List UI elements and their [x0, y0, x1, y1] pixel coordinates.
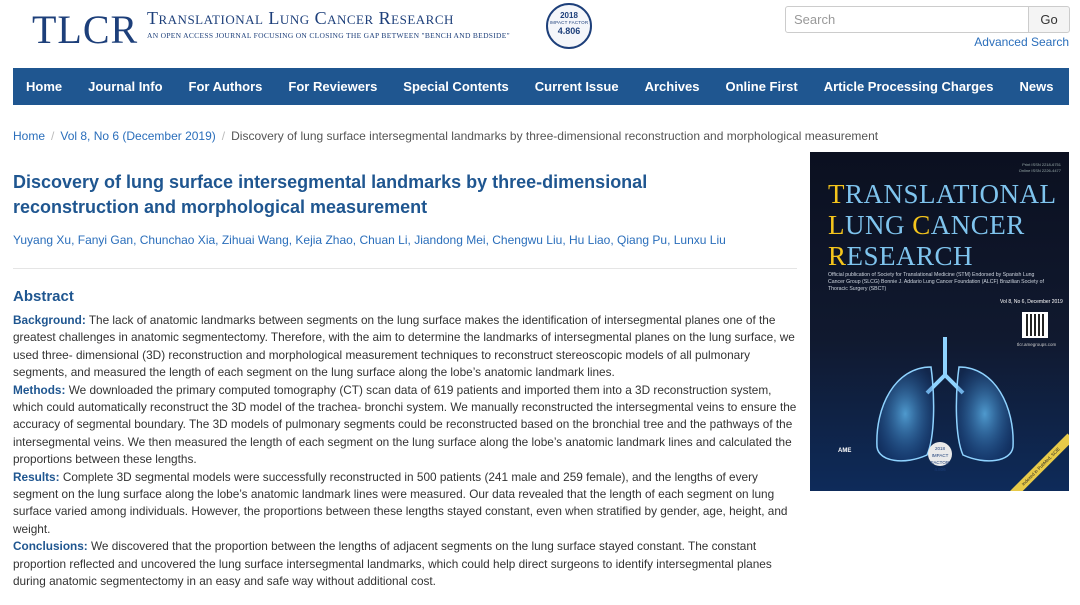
site-header	[0, 0, 1080, 62]
nav-item-home[interactable]: Home	[26, 79, 63, 94]
abstract-section: Background: The lack of anatomic landmarks between segments on the lung surface makes the identification of intersegmental planes one of the greatest challenges in anatomic segmentectomy. Therefore, with the aim to determine the landmarks of intersegmental planes on the lung surface, we used three- dimensional (3D) reconstruction and morphological measurement techniques to reconstruct stereoscopic models of all pulmonary segments, and measured the length of each segment on the lung surface along the lobe’s anatomic landmark lines.	[13, 313, 795, 380]
abstract-body	[13, 312, 798, 591]
journal-name[interactable]: Translational Lung Cancer Research	[147, 8, 454, 28]
breadcrumb	[13, 129, 878, 143]
author-link[interactable]: Chuan Li	[359, 233, 408, 247]
nav-item-article-processing-charges[interactable]: Article Processing Charges	[823, 79, 994, 94]
author-link[interactable]: Qiang Pu	[617, 233, 668, 247]
search-input[interactable]	[785, 6, 1029, 33]
advanced-search-link[interactable]: Advanced Search	[974, 35, 1069, 49]
breadcrumb-issue[interactable]: Vol 8, No 6 (December 2019)	[60, 129, 216, 143]
nav-item-for-reviewers[interactable]: For Reviewers	[288, 79, 378, 94]
impact-factor-badge	[546, 3, 592, 49]
impact-label: IMPACT FACTOR	[549, 20, 589, 25]
abstract-section: Results: Complete 3D segmental models were successfully reconstructed in 500 patients (241 male and 259 female), and the lengths of every segment on the lung surface along the lobe’s anatomic landmark lines were measured. Our data revealed that the length of each segment on lung surface varied among individuals. However, the proportions between these lengths stayed constant, even when stratified by gender, age, height, and weight.	[13, 469, 788, 536]
nav-item-for-authors[interactable]: For Authors	[188, 79, 263, 94]
journal-logo[interactable]: TLCR	[32, 7, 139, 52]
abstract-section-label: Results:	[13, 469, 60, 484]
abstract-section: Methods: We downloaded the primary computed tomography (CT) scan data of 619 patients and imported them into a 3D reconstruction system, which could automatically reconstruct the 3D model of the trachea- bronchi system. We manually reconstructed the intersegmental veins to ensure the accuracy of segmental boundary. The 3D models of pulmonary segments could be reconstructed based on the bronchial tree and the pathways of the intersegmental veins. We then measured the length of each segment on the lung surface along the lobe’s anatomic landmark lines and calculated the proportions between these lengths.	[13, 382, 797, 467]
author-link[interactable]: Fanyi Gan	[77, 233, 134, 247]
nav-item-online-first[interactable]: Online First	[725, 79, 798, 94]
author-link[interactable]: Jiandong Mei	[414, 233, 486, 247]
author-link[interactable]: Chunchao Xia	[139, 233, 216, 247]
author-list: Yuyang Xu, Fanyi Gan, Chunchao Xia, Zihuai Wang, Kejia Zhao, Chuan Li, Jiandong Mei, Chengwu Liu, Hu Liao, Qiang Pu, Lunxu Liu	[13, 233, 726, 247]
cover-title: TRANSLATIONAL LUNG CANCER RESEARCH	[828, 179, 1057, 271]
cover-ribbon: Indexed in PubMed, SCIE	[1008, 434, 1069, 491]
article-title: Discovery of lung surface intersegmental landmarks by three-dimensional reconstruction and morphological measurement	[13, 172, 648, 217]
author-link[interactable]: Kejia Zhao	[295, 233, 353, 247]
impact-value: 4.806	[557, 26, 581, 36]
cover-volume: Vol 8, No 6, December 2019	[1000, 299, 1063, 305]
cover-impact-badge: 2018 IMPACT FACTOR 4.806	[928, 442, 952, 466]
nav-item-current-issue[interactable]: Current Issue	[534, 79, 619, 94]
breadcrumb-separator: /	[221, 129, 226, 143]
main-nav	[13, 68, 1069, 105]
abstract-section: Conclusions: We discovered that the proportion between the lengths of adjacent segments on the lung surface stayed constant. The constant proportion reflected and uncovered the lung surface intersegmental landmarks, which could help direct surgeons to identify intersegmental planes during anatomic segmentectomy in an easy and safe way without additional cost.	[13, 539, 772, 589]
divider	[13, 268, 797, 269]
cover-website: tlcr.amegroups.com	[1017, 342, 1057, 347]
author-link[interactable]: Yuyang Xu	[13, 233, 72, 247]
author-link[interactable]: Hu Liao	[568, 233, 611, 247]
author-link[interactable]: Lunxu Liu	[673, 233, 726, 247]
breadcrumb-home[interactable]: Home	[13, 129, 46, 143]
abstract-section-label: Background:	[13, 313, 86, 327]
journal-tagline: AN OPEN ACCESS JOURNAL FOCUSING ON CLOSING THE GAP BETWEEN "BENCH AND BEDSIDE"	[147, 31, 511, 40]
breadcrumb-current: Discovery of lung surface intersegmental landmarks by three-dimensional reconstruction and morphological measurement	[231, 129, 879, 143]
qr-code-icon	[1022, 312, 1048, 338]
cover-subtitle: Official publication of Society for Translational Medicine (STM) Endorsed by Spanish Lung Cancer Group (SLCG) Bonnie J. Addario Lung Cancer Foundation (ALCF) Brazilian Society of Thoracic Surgery (SBCT)	[828, 272, 1044, 292]
nav-item-journal-info[interactable]: Journal Info	[88, 79, 163, 94]
cover-issn: Print ISSN 2218-6751 Online ISSN 2226-4477	[1018, 162, 1061, 173]
author-link[interactable]: Chengwu Liu	[492, 233, 563, 247]
nav-item-special-contents[interactable]: Special Contents	[403, 79, 509, 94]
abstract-section-label: Conclusions:	[13, 539, 88, 554]
nav-item-news[interactable]: News	[1019, 79, 1054, 94]
author-link[interactable]: Zihuai Wang	[221, 233, 289, 247]
journal-cover-image[interactable]	[810, 152, 1069, 491]
impact-year: 2018	[560, 11, 578, 20]
go-button[interactable]: Go	[1028, 6, 1070, 33]
cover-publisher: AME	[838, 448, 852, 454]
abstract-section-label: Methods:	[13, 382, 66, 397]
breadcrumb-separator: /	[51, 129, 55, 143]
nav-item-archives[interactable]: Archives	[644, 79, 700, 94]
abstract-heading: Abstract	[13, 288, 74, 305]
